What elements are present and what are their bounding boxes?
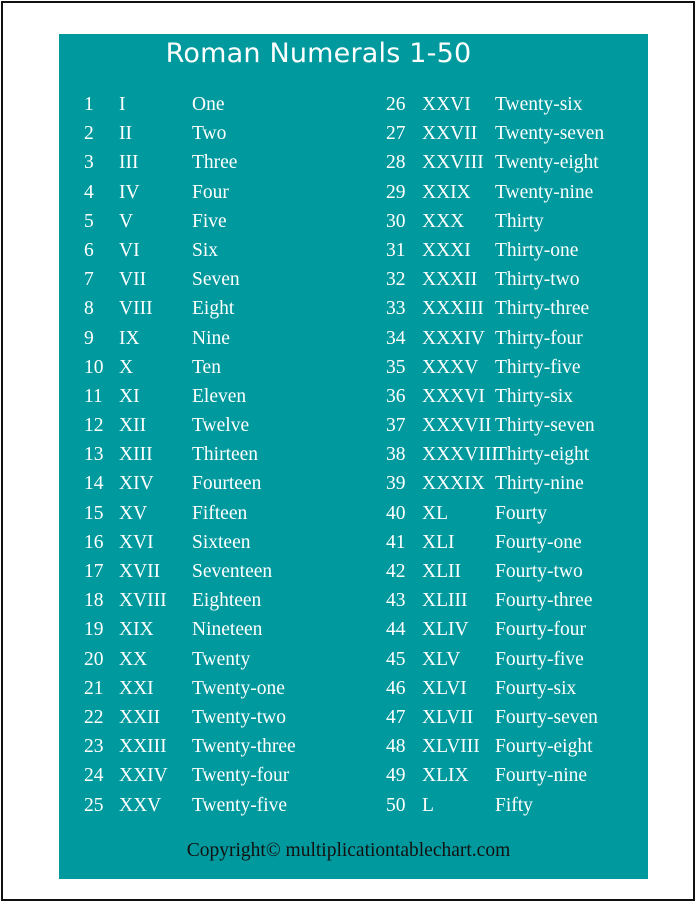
roman-cell: XLIV [422,619,469,641]
number-cell: 42 [386,561,406,582]
word-cell: Twenty-six [495,94,583,115]
roman-cell: XLVI [422,677,467,699]
roman-cell: XXIX [422,181,471,203]
roman-cell: XXXIX [422,473,485,495]
roman-cell: XXXI [422,239,471,261]
word-cell: Two [192,123,227,145]
roman-cell: XLIX [422,765,469,787]
word-cell: Twenty-one [192,677,285,699]
number-cell: 26 [386,94,406,115]
word-cell: Seventeen [192,561,273,582]
number-cell: 7 [84,269,94,291]
word-cell: Seven [192,269,240,291]
roman-cell: XXVII [422,123,478,145]
word-cell: Fourty-eight [495,736,593,758]
word-cell: Twenty [192,648,251,670]
number-cell: 16 [84,531,104,553]
roman-cell: XLI [422,531,455,553]
roman-cell: XIV [119,473,154,495]
word-cell: Thirty-six [495,385,573,407]
roman-cell: XXXIII [422,298,484,320]
number-cell: 8 [84,298,94,320]
word-cell: Thirty [495,210,544,232]
number-cell: 9 [84,327,94,349]
number-cell: 40 [386,502,406,524]
number-cell: 20 [84,648,104,670]
number-cell: 2 [84,123,94,145]
roman-cell: I [119,94,126,115]
roman-cell: VI [119,239,140,261]
word-cell: Fourty [495,502,548,524]
word-cell: Thirty-five [495,356,581,378]
roman-cell: XII [119,415,147,437]
number-cell: 6 [84,239,94,261]
number-cell: 18 [84,590,104,612]
roman-cell: XLVIII [422,736,480,758]
roman-cell: XXVI [422,94,471,115]
word-cell: Fifty [495,794,533,816]
roman-cell: XXIV [119,765,168,787]
roman-cell: XXIII [119,736,167,758]
number-cell: 31 [386,239,406,261]
roman-cell: XIX [119,619,154,641]
roman-cell: XXV [119,794,162,816]
roman-cell: XXXVIII [422,444,498,466]
word-cell: Thirty-seven [495,415,595,437]
roman-cell: V [119,210,134,232]
word-cell: Twenty-nine [495,181,594,203]
number-cell: 45 [386,648,406,670]
word-cell: Ten [192,356,221,378]
number-cell: 3 [84,152,94,174]
number-cell: 13 [84,444,104,466]
roman-cell: XLVII [422,706,474,728]
roman-cell: XXX [422,210,465,232]
word-cell: Thirty-three [495,298,590,320]
number-cell: 32 [386,269,406,291]
roman-cell: XXXVII [422,415,492,437]
word-cell: Twenty-eight [495,152,599,174]
word-cell: Thirty-four [495,327,583,349]
roman-cell: XVII [119,561,161,582]
number-cell: 33 [386,298,406,320]
number-cell: 35 [386,356,406,378]
word-cell: Thirty-one [495,239,579,261]
roman-cell: IX [119,327,140,349]
number-cell: 21 [84,677,104,699]
roman-cell: XV [119,502,148,524]
number-cell: 29 [386,181,406,203]
number-cell: 1 [84,94,94,115]
word-cell: Eighteen [192,590,262,612]
word-cell: Fourty-two [495,561,583,582]
roman-cell: XXXII [422,269,478,291]
number-cell: 30 [386,210,406,232]
number-cell: 23 [84,736,104,758]
word-cell: Four [192,181,229,203]
word-cell: Fifteen [192,502,248,524]
roman-cell: XIII [119,444,153,466]
number-cell: 17 [84,561,104,582]
roman-cell: XXXVI [422,385,485,407]
number-cell: 11 [84,385,103,407]
word-cell: Fourty-seven [495,706,598,728]
word-cell: Fourty-three [495,590,593,612]
word-cell: Twenty-three [192,736,296,758]
word-cell: Nineteen [192,619,263,641]
word-cell: Fourty-five [495,648,584,670]
word-cell: Twelve [192,415,250,437]
number-cell: 25 [84,794,104,816]
word-cell: Thirty-two [495,269,580,291]
roman-cell: XLII [422,561,461,582]
word-cell: Fourty-four [495,619,586,641]
number-cell: 19 [84,619,104,641]
word-cell: Twenty-two [192,706,286,728]
word-cell: Sixteen [192,531,251,553]
number-cell: 50 [386,794,406,816]
copyright-notice: Copyright© multiplicationtablechart.com [186,840,511,861]
number-cell: 43 [386,590,406,612]
number-cell: 28 [386,152,406,174]
roman-cell: XVIII [119,590,167,612]
roman-cell: XXXV [422,356,479,378]
word-cell: Thirteen [192,444,259,466]
word-cell: Eleven [192,385,247,407]
number-cell: 47 [386,706,406,728]
roman-cell: II [119,123,132,145]
word-cell: Twenty-four [192,765,290,787]
number-cell: 22 [84,706,104,728]
roman-cell: XXVIII [422,152,484,174]
number-cell: 5 [84,210,94,232]
word-cell: One [192,94,225,115]
number-cell: 41 [386,531,406,553]
number-cell: 15 [84,502,104,524]
word-cell: Six [192,239,219,261]
chart-panel [59,34,648,879]
word-cell: Nine [192,327,230,349]
roman-cell: XLV [422,648,461,670]
roman-cell: VII [119,269,147,291]
roman-cell: IV [119,181,140,203]
number-cell: 44 [386,619,406,641]
word-cell: Thirty-nine [495,473,584,495]
roman-cell: XL [422,502,448,524]
number-cell: 36 [386,385,406,407]
roman-cell: III [119,152,139,174]
number-cell: 12 [84,415,104,437]
roman-cell: XXII [119,706,161,728]
number-cell: 37 [386,415,406,437]
word-cell: Twenty-five [192,794,288,816]
number-cell: 27 [386,123,406,145]
number-cell: 48 [386,736,406,758]
roman-cell: VIII [119,298,153,320]
word-cell: Fourty-six [495,677,577,699]
page-frame [1,1,695,901]
number-cell: 24 [84,765,104,787]
roman-cell: XX [119,648,148,670]
word-cell: Five [192,210,227,232]
roman-cell: L [422,794,434,816]
number-cell: 38 [386,444,406,466]
number-cell: 49 [386,765,406,787]
word-cell: Three [192,152,238,174]
word-cell: Twenty-seven [495,123,605,145]
word-cell: Eight [192,298,235,320]
number-cell: 14 [84,473,104,495]
word-cell: Fourty-one [495,531,582,553]
word-cell: Fourteen [192,473,262,495]
roman-cell: XLIII [422,590,468,612]
number-cell: 39 [386,473,406,495]
roman-cell: X [119,356,134,378]
roman-cell: XVI [119,531,154,553]
roman-cell: XXXIV [422,327,485,349]
number-cell: 10 [84,356,104,378]
word-cell: Thirty-eight [495,444,590,466]
word-cell: Fourty-nine [495,765,588,787]
number-cell: 46 [386,677,406,699]
roman-cell: XI [119,385,140,407]
number-cell: 34 [386,327,406,349]
number-cell: 4 [84,181,94,203]
roman-cell: XXI [119,677,154,699]
page-title: Roman Numerals 1-50 [165,38,472,69]
